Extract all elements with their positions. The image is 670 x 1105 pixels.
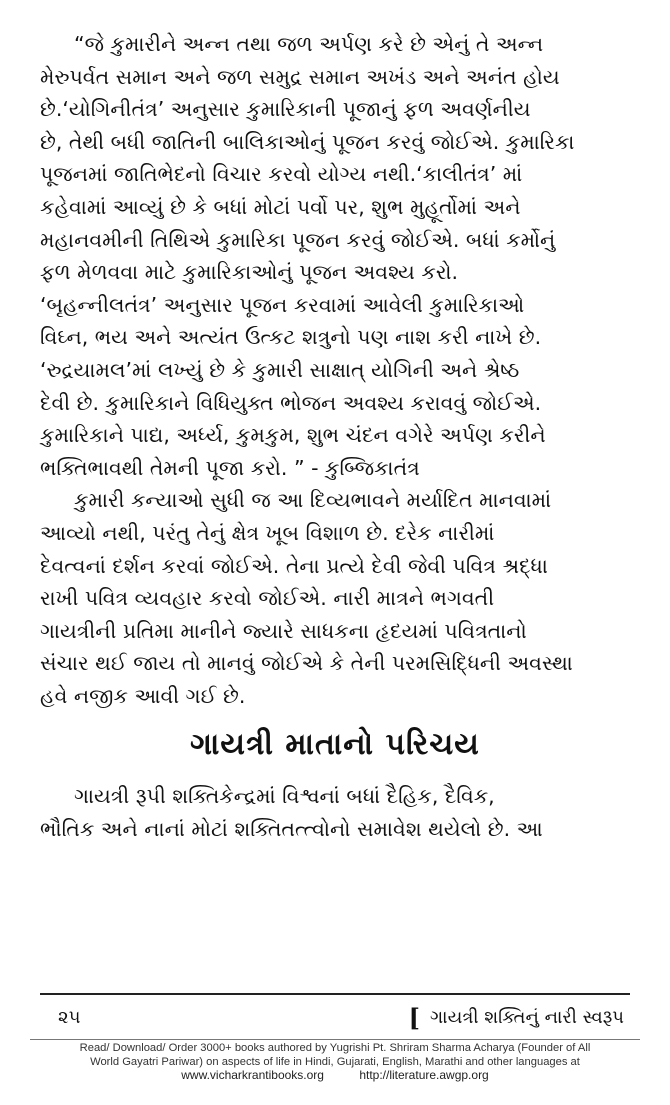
body-paragraph <box>40 780 630 845</box>
text-line: આવ્યો નથી, પરંતુ તેનું ક્ષેત્ર ખૂબ વિશાળ છે. દરેક નારીમાં <box>40 520 495 545</box>
text-line: હવે નજીક આવી ગઈ છે. <box>40 683 246 708</box>
text-line: છે, તેથી બધી જાતિની બાલિકાઓનું પૂજન કરવું જોઈએ. કુમારિકા <box>40 129 575 154</box>
text-line: દેવત્વનાં દર્શન કરવાં જોઈએ. તેના પ્રત્યે દેવી જેવી પવિત્ર શ્રદ્ધા <box>40 553 548 578</box>
quote-closing-line <box>40 452 630 485</box>
text-line: ભૌતિક અને નાનાં મોટાં શક્તિતત્ત્વોનો સમાવેશ થયેલો છે. આ <box>40 817 543 842</box>
text-line: પૂજનમાં જાતિભેદનો વિચાર કરવો યોગ્ય નથી.‘કાલીતંત્ર’ માં <box>40 162 523 187</box>
website-link[interactable]: www.vicharkrantibooks.org <box>181 1068 324 1082</box>
page-number: ૨૫ <box>58 1007 81 1028</box>
body-paragraph <box>40 484 630 712</box>
text-line: મહાનવમીની તિથિએ કુમારિકા પૂજન કરવું જોઈએ. બધાં કર્મોનું <box>40 227 556 252</box>
text-line: ‘બૃહન્નીલતંત્ર’ અનુસાર પૂજન કરવામાં આવેલી કુમારિકાઓ <box>40 292 525 317</box>
text-line: દેવી છે. કુમારિકાને વિધિયુક્ત ભોજન અવશ્ય કરાવવું જોઈએ. <box>40 390 542 415</box>
website-link[interactable]: http://literature.awgp.org <box>359 1068 489 1082</box>
quote-paragraph <box>40 28 630 484</box>
text-line: કુમારિકાને પાદ્ય, અર્ધ્ય, કુમકુમ, શુભ ચંદન વગેરે અર્પણ કરીને <box>40 423 546 448</box>
page-body <box>40 28 630 846</box>
text-line: સંચાર થઈ જાય તો માનવું જોઈએ કે તેની પરમસિદ્ધિની અવસ્થા <box>40 651 573 676</box>
text-line: વિઘ્ન, ભય અને અત્યંત ઉત્કટ શત્રુનો પણ નાશ કરી નાખે છે. <box>40 325 542 350</box>
credit-line: Read/ Download/ Order 3000+ books authored by Yugrishi Pt. Shriram Sharma Acharya (Founder of All <box>79 1042 591 1054</box>
credit-rule <box>30 1039 640 1040</box>
page-footer <box>40 1003 630 1032</box>
text-line: છે.‘યોગિનીતંત્ર’ અનુસાર કુમારિકાની પૂજાનું ફળ અવર્ણનીય <box>40 97 531 122</box>
text-line: મેરુપર્વત સમાન અને જળ સમુદ્ર સમાન અખંડ અને અનંત હોય <box>40 64 560 89</box>
running-title <box>409 1003 630 1032</box>
credit-links <box>30 1069 640 1083</box>
footer-rule <box>40 993 630 995</box>
credit-line: World Gayatri Pariwar) on aspects of life in Hindi, Gujarati, English, Marathi and other languages at <box>90 1055 580 1068</box>
text-line: કહેવામાં આવ્યું છે કે બધાં મોટાં પર્વો પર, શુભ મુહૂર્તોમાં અને <box>40 194 521 219</box>
text-line: ‘રુદ્રયામલ’માં લખ્યું છે કે કુમારી સાક્ષાત્ યોગિની અને શ્રેષ્ઠ <box>40 357 520 382</box>
text-line: ફળ મેળવવા માટે કુમારિકાઓનું પૂજન અવશ્ય કરો. <box>40 260 459 285</box>
bracket-glyph: [ <box>408 1003 421 1032</box>
text-line: ગાયત્રી રૂપી શક્તિકેન્દ્રમાં વિશ્વનાં બધાં દૈહિક, દૈવિક, <box>74 784 495 809</box>
quote-attribution: - કુબ્જિકાતંત્ર <box>311 455 420 480</box>
book-title: ગાયત્રી શક્તિનું નારી સ્વરૂપ <box>430 1007 624 1028</box>
text-line: કુમારી કન્યાઓ સુધી જ આ દિવ્યભાવને મર્યાદિત માનવામાં <box>74 488 552 513</box>
text-line: ભક્તિભાવથી તેમની પૂજા કરો. ” <box>40 455 305 480</box>
publisher-credit <box>30 1042 640 1083</box>
text-line: ગાયત્રીની પ્રતિમા માનીને જ્યારે સાધકના હૃદયમાં પવિત્રતાનો <box>40 618 527 643</box>
section-heading: ગાયત્રી માતાનો પરિચય <box>190 727 480 763</box>
text-line: રાખી પવિત્ર વ્યવહાર કરવો જોઈએ. નારી માત્રને ભગવતી <box>40 586 495 611</box>
text-line: “જે કુમારીને અન્ન તથા જળ અર્પણ કરે છે એનું તે અન્ન <box>74 32 544 56</box>
